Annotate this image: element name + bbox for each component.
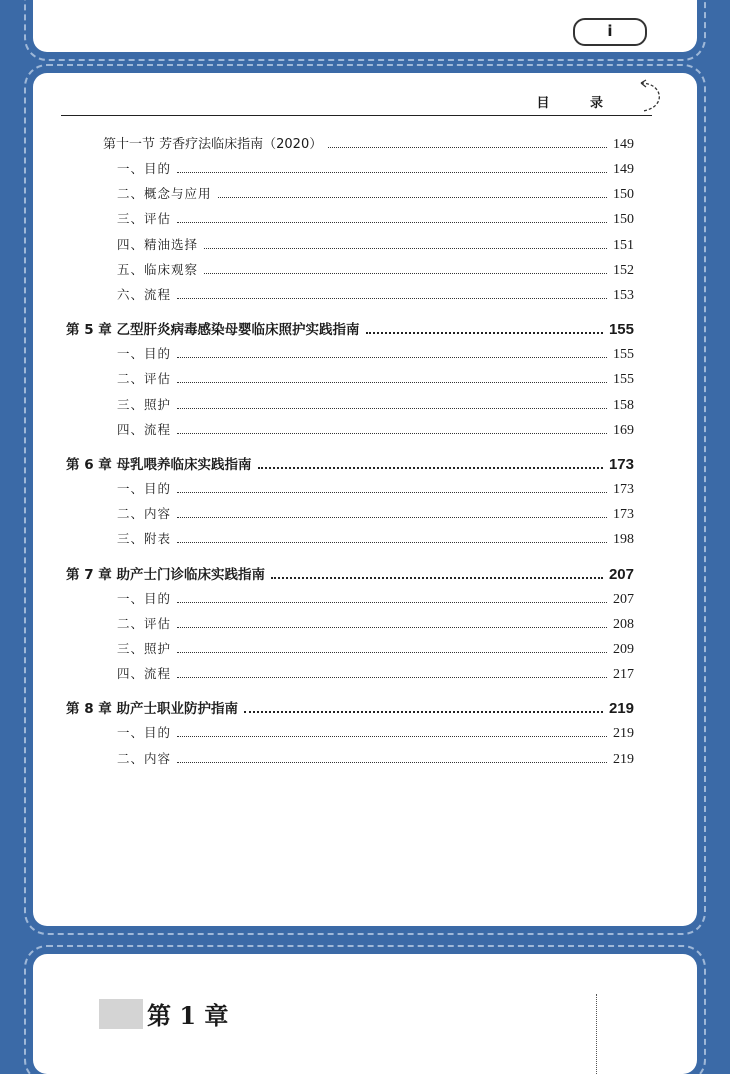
toc-entry-label: 一、目的 xyxy=(117,590,172,606)
toc-entry-sub[interactable] xyxy=(117,504,634,526)
toc-entry-page: 155 xyxy=(608,321,634,339)
curved-arrow-icon xyxy=(637,79,667,115)
toc-entry-sub[interactable] xyxy=(117,479,634,501)
toc-entry-page: 151 xyxy=(613,237,634,253)
dot-leader xyxy=(366,331,603,334)
toc-entry-sub[interactable] xyxy=(117,235,634,257)
dotted-divider xyxy=(596,994,597,1074)
dot-leader xyxy=(177,356,607,358)
page-number: i xyxy=(573,18,647,46)
toc-entry-page: 209 xyxy=(613,642,634,657)
toc-page-card xyxy=(33,73,697,926)
toc-entry-label: 四、流程 xyxy=(117,421,172,437)
toc-entry-sub[interactable] xyxy=(117,420,634,442)
dot-leader xyxy=(328,146,607,148)
dot-leader xyxy=(177,407,607,409)
toc-entry-sub[interactable] xyxy=(117,209,634,231)
toc-entry-label: 一、目的 xyxy=(117,481,172,496)
toc-entry-label: 一、目的 xyxy=(117,725,172,741)
toc-entry-label: 三、评估 xyxy=(117,211,172,227)
dot-leader xyxy=(204,272,607,274)
toc-entry-sub[interactable] xyxy=(117,529,634,551)
dot-leader xyxy=(177,297,607,299)
toc-entry-chapter[interactable] xyxy=(66,563,634,585)
toc-entry-page: 169 xyxy=(613,422,634,438)
toc-entry-page: 152 xyxy=(613,262,634,278)
toc-entry-page: 173 xyxy=(608,456,634,473)
toc-entry-sub[interactable] xyxy=(117,395,634,417)
toc-entry-label: 第 7 章 助产士门诊临床实践指南 xyxy=(66,566,265,583)
dot-leader xyxy=(177,171,607,173)
toc-entry-label: 二、内容 xyxy=(117,506,172,522)
toc-entry-page: 208 xyxy=(613,616,634,632)
toc-entry-page: 207 xyxy=(608,565,634,583)
previous-page-card xyxy=(33,0,697,52)
toc-entry-page: 149 xyxy=(613,137,634,152)
chapter-heading xyxy=(99,996,228,1031)
toc-entry-page: 219 xyxy=(613,751,634,767)
toc-entry-label: 第 8 章 助产士职业防护指南 xyxy=(66,701,238,718)
toc-entry-chapter[interactable] xyxy=(66,697,634,719)
toc-entry-page: 198 xyxy=(613,532,634,548)
chapter-title: 第 1 章 xyxy=(147,1001,229,1030)
toc-entry-sub[interactable] xyxy=(117,184,634,206)
toc-entry-label: 六、流程 xyxy=(117,287,172,302)
toc-entry-label: 四、精油选择 xyxy=(117,236,199,252)
toc-entry-label: 三、附表 xyxy=(117,531,172,547)
dot-leader xyxy=(258,466,603,469)
dot-leader xyxy=(177,516,607,518)
toc-entry-label: 第十一节 芳香疗法临床指南（2020） xyxy=(103,137,323,152)
toc-entry-page: 173 xyxy=(613,507,634,523)
dot-leader xyxy=(177,651,607,653)
dot-leader xyxy=(218,196,607,198)
toc-entry-label: 五、临床观察 xyxy=(117,261,199,277)
next-page-card xyxy=(33,954,697,1074)
toc-entry-sub[interactable] xyxy=(117,589,634,611)
toc-entry-page: 153 xyxy=(613,288,634,303)
toc-entry-label: 二、评估 xyxy=(117,371,172,387)
toc-entry-label: 四、流程 xyxy=(117,666,172,682)
dot-leader xyxy=(204,247,607,249)
header-divider xyxy=(61,115,652,116)
toc-entry-page: 219 xyxy=(613,726,634,742)
dot-leader xyxy=(177,735,607,737)
toc-entry-page: 150 xyxy=(613,187,634,203)
toc-entry-sub[interactable] xyxy=(117,749,634,771)
toc-entry-label: 一、目的 xyxy=(117,346,172,362)
chapter-marker-block xyxy=(99,999,143,1029)
toc-entry-sub[interactable] xyxy=(117,639,634,661)
toc-entry-page: 149 xyxy=(613,162,634,177)
dot-leader xyxy=(244,710,603,713)
toc-entry-sub[interactable] xyxy=(117,614,634,636)
toc-entry-label: 二、内容 xyxy=(117,750,172,766)
dot-leader xyxy=(177,626,607,628)
toc-entry-sub[interactable] xyxy=(117,369,634,391)
toc-entry-label: 第 6 章 母乳喂养临床实践指南 xyxy=(66,457,252,473)
toc-entry-label: 二、评估 xyxy=(117,615,172,631)
toc-entry-label: 三、照护 xyxy=(117,641,172,656)
toc-entry-label: 一、目的 xyxy=(117,161,172,176)
toc-entry-section[interactable] xyxy=(103,133,634,155)
toc-entry-page: 158 xyxy=(613,397,634,413)
toc-entry-sub[interactable] xyxy=(117,344,634,366)
dot-leader xyxy=(177,432,607,434)
toc-entry-page: 173 xyxy=(613,482,634,497)
dot-leader xyxy=(177,541,607,543)
dot-leader xyxy=(177,381,607,383)
toc-entry-sub[interactable] xyxy=(117,260,634,282)
dot-leader xyxy=(177,221,607,223)
toc-entry-label: 第 5 章 乙型肝炎病毒感染母婴临床照护实践指南 xyxy=(66,322,360,339)
toc-entry-page: 155 xyxy=(613,347,634,363)
dot-leader xyxy=(177,491,607,493)
toc-entry-page: 155 xyxy=(613,372,634,388)
toc-entry-label: 二、概念与应用 xyxy=(117,186,212,202)
toc-entry-chapter[interactable] xyxy=(66,453,634,475)
dot-leader xyxy=(177,761,607,763)
toc-entry-page: 217 xyxy=(613,667,634,683)
toc-entry-page: 219 xyxy=(608,700,634,718)
dot-leader xyxy=(177,601,607,603)
toc-entry-chapter[interactable] xyxy=(66,318,634,340)
toc-entry-label: 三、照护 xyxy=(117,396,172,412)
page-header-title: 目 录 xyxy=(536,96,621,111)
toc-entry-sub[interactable] xyxy=(117,285,634,307)
toc-entry-page: 150 xyxy=(613,212,634,228)
toc-entry-sub[interactable] xyxy=(117,723,634,745)
dot-leader xyxy=(177,676,607,678)
toc-entry-page: 207 xyxy=(613,591,634,607)
dot-leader xyxy=(271,576,603,579)
toc-entry-sub[interactable] xyxy=(117,159,634,181)
toc-entry-sub[interactable] xyxy=(117,664,634,686)
